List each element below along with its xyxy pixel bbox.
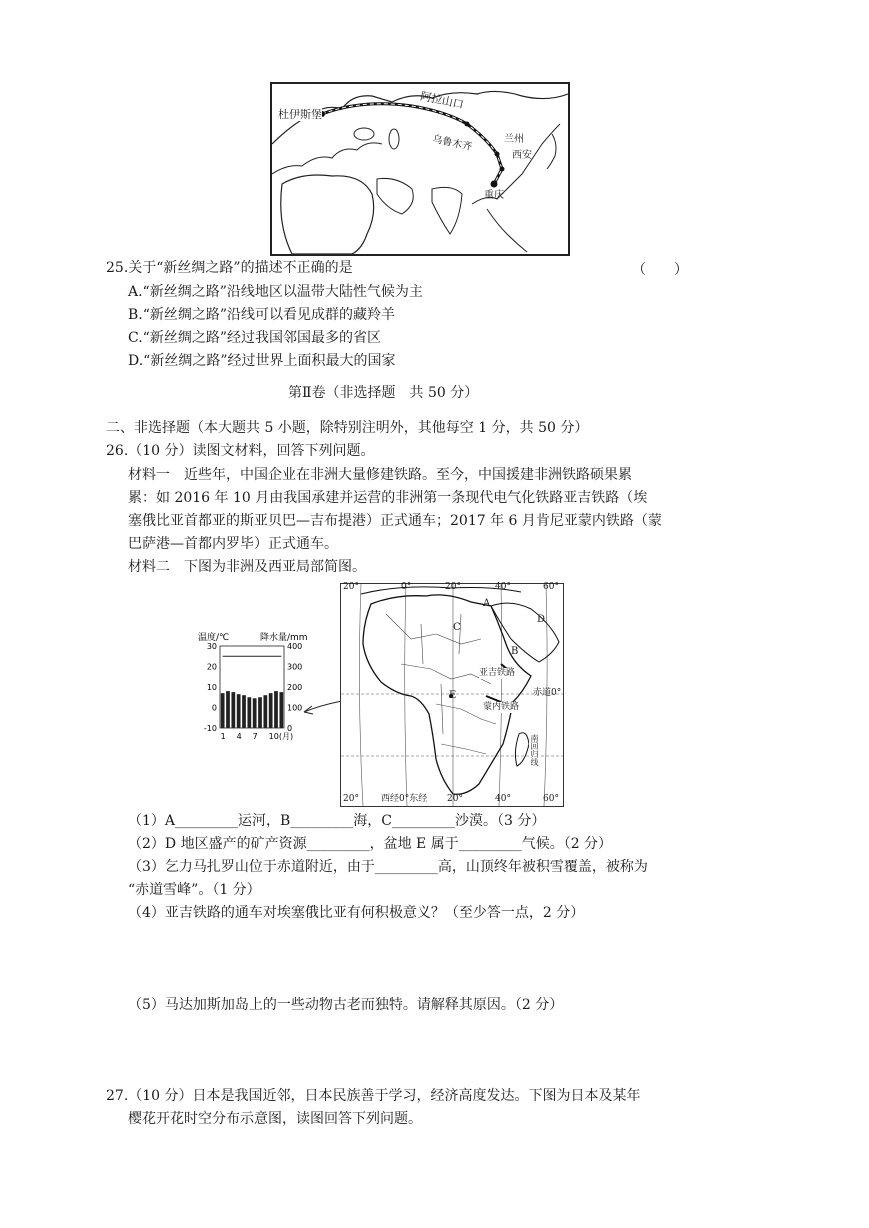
map-lon-bottom-1: 20° (343, 794, 359, 804)
precip-bar (269, 693, 273, 728)
q25-stem: 25.关于“新丝绸之路”的描述不正确的是 (106, 260, 353, 276)
map-tropic-label: 南回归线 (530, 734, 539, 766)
precip-tick-label: 0 (287, 724, 293, 733)
precip-tick-label: 300 (287, 662, 303, 672)
map-lon-top-1: 20° (343, 582, 359, 592)
q26-sub1: （1）A_________运河，B_________海，C_________沙漠。（3 分） (128, 813, 546, 829)
map-point-d: D (537, 614, 546, 625)
q25-option-b: B.“新丝绸之路”沿线可以看见成群的藏羚羊 (128, 307, 396, 323)
q26-material1-line3: 塞俄比亚首都亚的斯亚贝巴—吉布提港）正式通车；2017 年 6 月肯尼亚蒙内铁路（蒙 (128, 513, 662, 529)
month-tick-label: 1 (220, 732, 226, 741)
precip-bar (258, 697, 262, 728)
q26-material2: 材料二 下图为非洲及西亚局部简图。 (128, 559, 366, 575)
map-lon-bottom-3: 20° (447, 794, 463, 804)
map-lon-bottom-2: 西经0°东经 (381, 794, 428, 804)
month-tick-label: 10(月) (268, 732, 294, 741)
q26-material1-line4: 巴萨港—首都内罗毕）正式通车。 (128, 536, 338, 552)
precip-bar (242, 695, 246, 728)
q26-sub3-line1: （3）乞力马扎罗山位于赤道附近，由于_________高，山顶终年被积雪覆盖，被称为 (128, 859, 648, 875)
label-lanzhou: 兰州 (504, 134, 524, 145)
temp-axis-title: 温度/℃ (198, 633, 230, 643)
africa-map (340, 583, 564, 807)
map-rail-mengnei: 蒙内铁路 (483, 702, 520, 712)
map-equator-deg: 0° (551, 688, 562, 698)
q25-option-d: D.“新丝绸之路”经过世界上面积最大的国家 (128, 353, 396, 369)
precip-bar (237, 694, 241, 728)
q25-option-a: A.“新丝绸之路”沿线地区以温带大陆性气候为主 (128, 284, 423, 300)
section-intro: 二、非选择题（本大题共 5 小题，除特别注明外，其他每空 1 分，共 50 分） (106, 420, 589, 436)
silk-road-route-line (322, 104, 502, 184)
temp-tick-label: 20 (206, 662, 217, 672)
map-lon-top-3: 20° (445, 582, 461, 592)
precip-bar (247, 697, 251, 728)
q26-sub3-line2: “赤道雪峰”。（1 分） (128, 882, 261, 898)
map-point-e: E (449, 690, 457, 701)
temp-tick-label: 30 (206, 642, 217, 651)
q26-sub2: （2）D 地区盛产的矿产资源_________，盆地 E 属于_________气候。（2 分） (128, 836, 613, 852)
q26-stem: 26.（10 分）读图文材料，回答下列问题。 (106, 443, 375, 459)
map-lon-top-5: 60° (543, 582, 559, 592)
map-equator-label: 赤道 (533, 688, 552, 698)
precip-bar (226, 691, 230, 728)
section-title: 第Ⅱ卷（非选择题 共 50 分） (288, 385, 479, 401)
precip-tick-label: 100 (287, 703, 303, 713)
label-duisburg: 杜伊斯堡 (278, 108, 322, 121)
precip-bar (253, 698, 257, 728)
map-lon-bottom-4: 40° (495, 794, 511, 804)
label-chongqing: 重庆 (484, 190, 504, 201)
temp-tick-label: -10 (203, 724, 217, 733)
label-alashankou: 阿拉山口 (419, 89, 465, 112)
precip-bar (263, 695, 267, 728)
q26-material1-line1: 材料一 近些年，中国企业在非洲大量修建铁路。至今，中国援建非洲铁路硕果累 (128, 467, 632, 483)
precip-axis-title: 降水量/mm (260, 633, 308, 643)
q27-line2: 樱花开花时空分布示意图，读图回答下列问题。 (128, 1111, 422, 1127)
map-point-b: B (511, 646, 519, 657)
precip-tick-label: 400 (287, 642, 303, 651)
map-rail-yaji: 亚吉铁路 (479, 668, 516, 678)
map-lon-top-4: 40° (495, 582, 511, 592)
q25-option-c: C.“新丝绸之路”经过我国邻国最多的省区 (128, 330, 381, 346)
map-lon-top-2: 0° (401, 582, 412, 592)
silk-road-map (270, 82, 570, 256)
q26-material1-line2: 累：如 2016 年 10 月由我国承建并运营的非洲第一条现代电气化铁路亚吉铁路（埃 (128, 490, 648, 506)
temp-tick-label: 0 (211, 703, 217, 713)
q27-line1: 27.（10 分）日本是我国近邻，日本民族善于学习，经济高度发达。下图为日本及某年 (106, 1088, 641, 1104)
map-lon-bottom-5: 60° (543, 794, 559, 804)
precip-bar (279, 692, 283, 728)
precip-bar (231, 692, 235, 728)
q25-answer-paren: （ ） (632, 262, 688, 278)
precip-bar (221, 693, 225, 728)
precip-tick-label: 200 (287, 683, 303, 692)
precip-bar (274, 691, 278, 728)
month-tick-label: 4 (236, 732, 242, 741)
temp-tick-label: 10 (206, 683, 217, 692)
q26-sub4: （4）亚吉铁路的通车对埃塞俄比亚有何积极意义？（至少答一点，2 分） (128, 905, 585, 921)
label-xian: 西安 (512, 150, 532, 161)
map-point-c: C (453, 622, 461, 633)
q26-sub5: （5）马达加斯加岛上的一些动物古老而独特。请解释其原因。（2 分） (128, 997, 564, 1013)
month-tick-label: 7 (252, 732, 258, 741)
label-urumqi: 乌鲁木齐 (431, 133, 473, 154)
map-point-a: A (483, 598, 491, 609)
